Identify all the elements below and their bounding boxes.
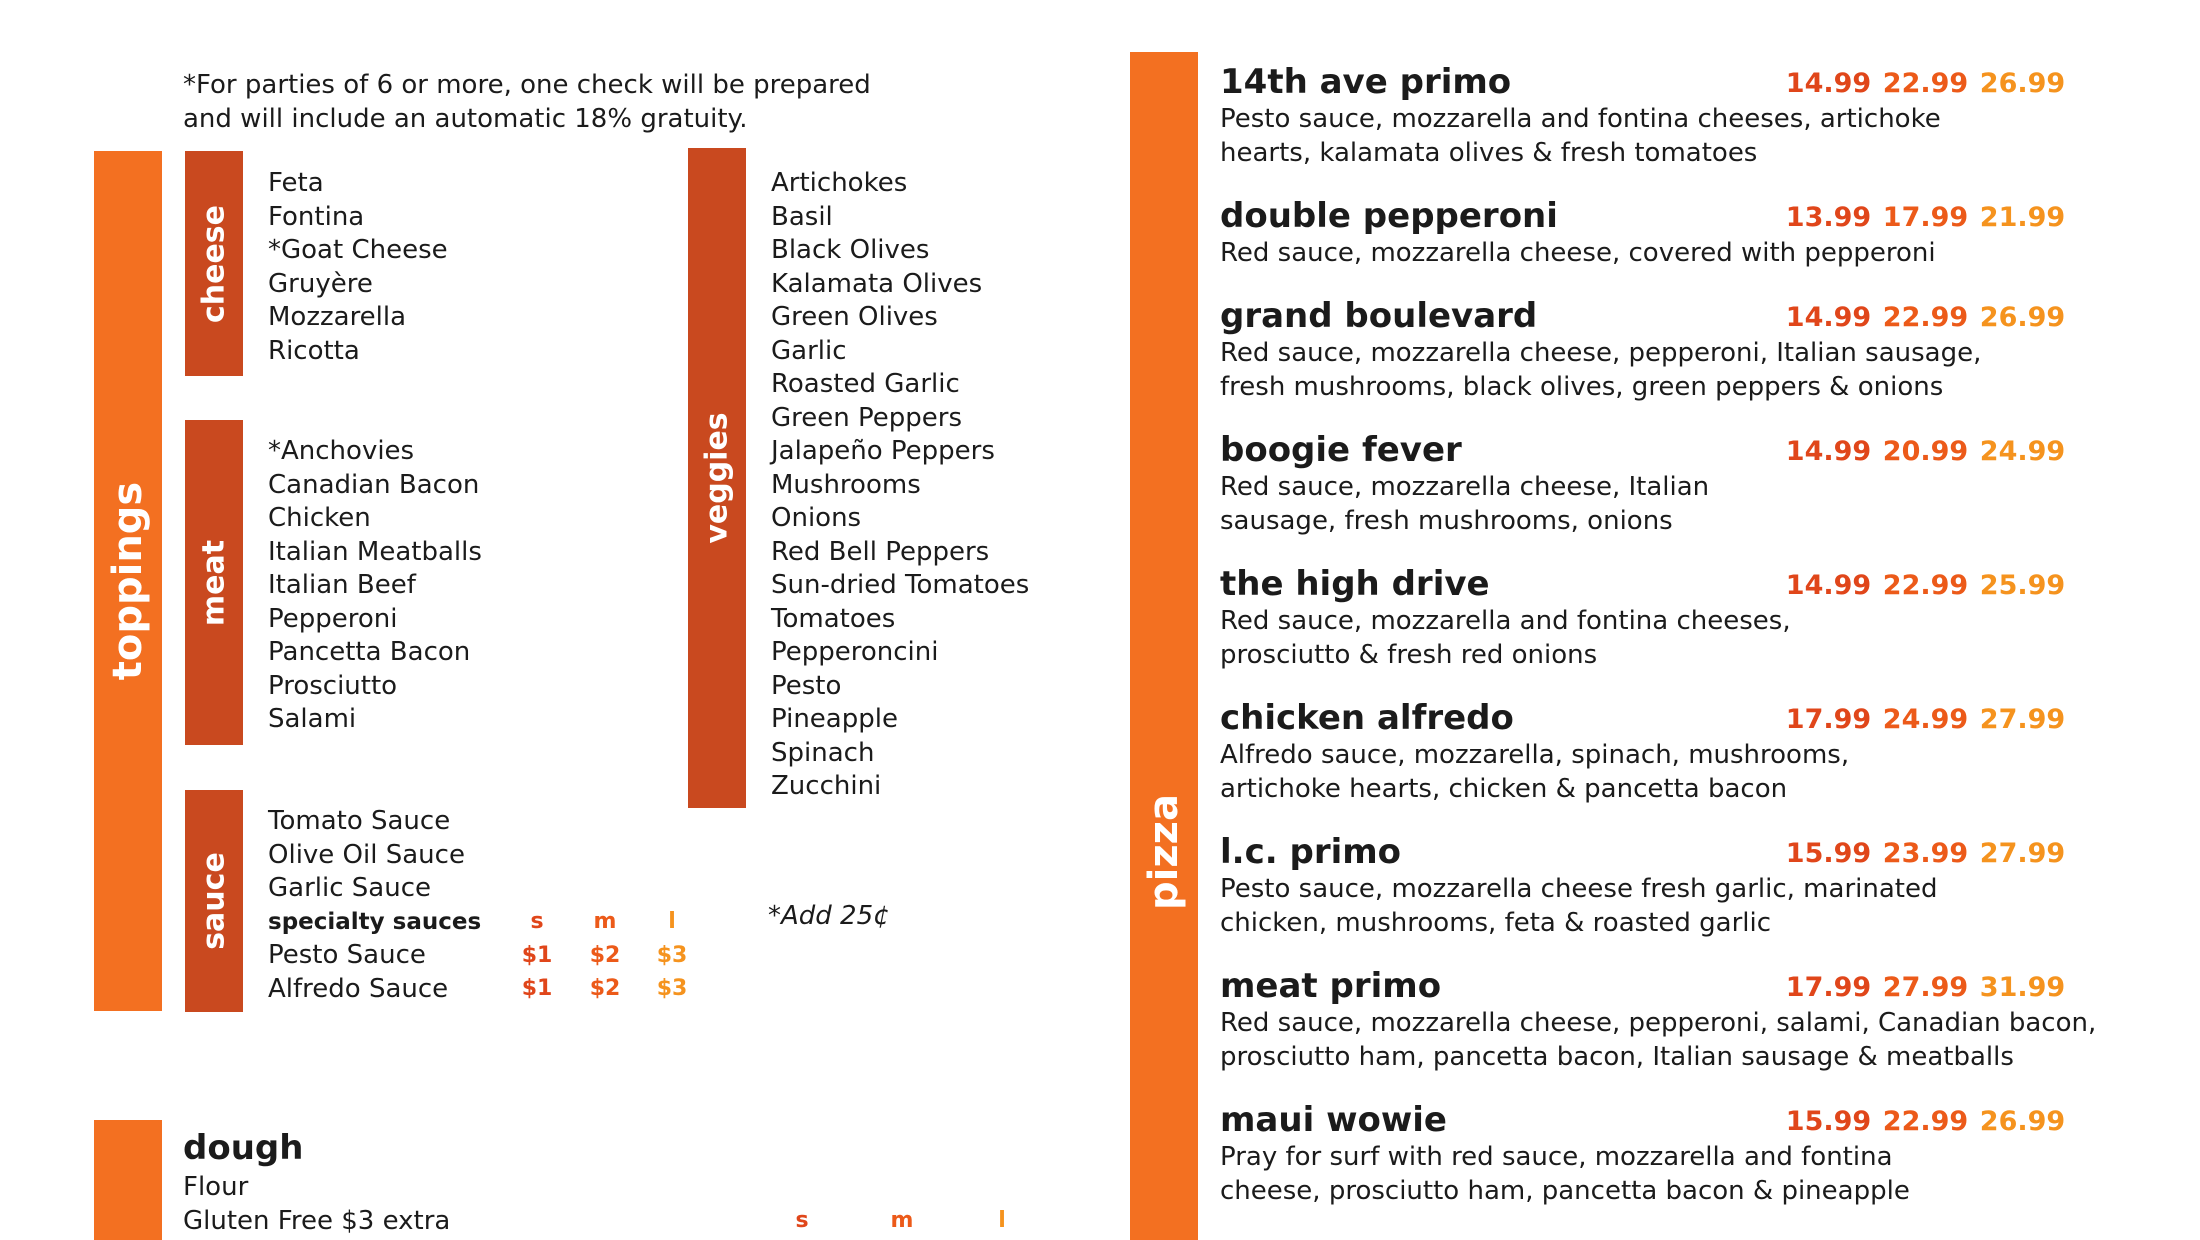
list-item: Pancetta Bacon xyxy=(268,637,471,667)
pizza-name: grand boulevard xyxy=(1220,296,1538,336)
size-label-l: l xyxy=(668,909,676,934)
price-row xyxy=(1780,196,2071,236)
price-s: $1 xyxy=(521,976,553,1001)
meat-bar xyxy=(185,420,243,745)
pizza-description xyxy=(1220,236,2120,270)
list-item: Pepperoncini xyxy=(771,637,939,667)
list-item: Italian Beef xyxy=(268,570,416,600)
price-medium: 22.99 xyxy=(1882,302,1969,333)
pizza-name: l.c. primo xyxy=(1220,832,1402,872)
description-line: fresh mushrooms, black olives, green peppers & onions xyxy=(1220,372,1944,402)
pizza-name: chicken alfredo xyxy=(1220,698,1514,738)
price-large: 25.99 xyxy=(1979,570,2066,601)
pizza-name: meat primo xyxy=(1220,966,1442,1006)
list-item: Red Bell Peppers xyxy=(771,536,990,567)
list-item: Ricotta xyxy=(268,335,360,366)
cheese-label: cheese xyxy=(196,204,232,323)
pizza-item-14th-ave-primo xyxy=(1220,62,2120,170)
price-large: 26.99 xyxy=(1979,1106,2066,1137)
gratuity-note-line2: and will include an automatic 18% gratuity. xyxy=(183,104,748,134)
pizza-description xyxy=(1220,470,2120,538)
list-item: Gruyère xyxy=(268,268,373,299)
pizza-item-double-pepperoni xyxy=(1220,196,2120,270)
description-line: Pray for surf with red sauce, mozzarella and fontina xyxy=(1220,1142,1893,1172)
pizza-item-the-high-drive xyxy=(1220,564,2120,672)
list-item: Garlic xyxy=(771,335,847,366)
price-s: $1 xyxy=(521,942,553,968)
price-medium: 27.99 xyxy=(1882,972,1969,1003)
price-large: 24.99 xyxy=(1979,436,2066,467)
price-l: $3 xyxy=(656,942,688,968)
price-large: 21.99 xyxy=(1979,202,2066,233)
list-item: Mozzarella xyxy=(268,302,407,332)
dough-size-s: s xyxy=(795,1208,809,1233)
description-line: sausage, fresh mushrooms, onions xyxy=(1220,506,1673,536)
price-medium: 22.99 xyxy=(1882,68,1969,99)
pizza-name: double pepperoni xyxy=(1220,196,1558,236)
pizza-description xyxy=(1220,1006,2120,1074)
list-item: Pepperoni xyxy=(268,603,398,634)
price-small: 14.99 xyxy=(1785,68,1872,99)
pizza-name: maui wowie xyxy=(1220,1100,1447,1140)
price-row xyxy=(1780,966,2071,1006)
sauce-size-column-l xyxy=(647,905,697,1006)
list-item: Sun-dried Tomatoes xyxy=(771,570,1030,600)
specialty-sauces-label: specialty sauces xyxy=(268,908,482,935)
list-item: Tomato Sauce xyxy=(268,806,451,836)
pizza-bar xyxy=(1130,52,1198,1240)
list-item: Chicken xyxy=(268,503,371,533)
gratuity-note xyxy=(183,68,983,136)
list-item: Spinach xyxy=(771,737,875,768)
price-row xyxy=(1780,430,2071,470)
cheese-bar xyxy=(185,151,243,376)
pizza-item-grand-boulevard xyxy=(1220,296,2120,404)
list-item: Zucchini xyxy=(771,771,882,801)
list-item: *Goat Cheese xyxy=(268,235,448,265)
sauce-bar xyxy=(185,790,243,1012)
sauce-size-column-s xyxy=(512,905,562,1006)
toppings-bar xyxy=(94,151,162,1011)
pizza-description xyxy=(1220,738,2120,806)
description-line: Red sauce, mozzarella and fontina cheeses, xyxy=(1220,606,1791,636)
list-item: Garlic Sauce xyxy=(268,873,431,903)
list-item: Olive Oil Sauce xyxy=(268,839,465,870)
description-line: Red sauce, mozzarella cheese, Italian xyxy=(1220,472,1710,502)
price-small: 15.99 xyxy=(1785,838,1872,869)
pizza-description xyxy=(1220,336,2120,404)
gratuity-note-line1: *For parties of 6 or more, one check will be prepared xyxy=(183,70,871,100)
sauce-size-column-m xyxy=(580,905,630,1006)
veggies-list xyxy=(771,167,1029,804)
pizza-item-maui-wowie xyxy=(1220,1100,2120,1208)
list-item: Salami xyxy=(268,704,357,734)
price-row xyxy=(1780,296,2071,336)
dough-bar xyxy=(94,1120,162,1240)
list-item: Green Olives xyxy=(771,302,938,332)
price-row xyxy=(1780,1100,2071,1140)
pizza-item-lc-primo xyxy=(1220,832,2120,940)
price-row xyxy=(1780,62,2071,102)
description-line: cheese, prosciutto ham, pancetta bacon & pineapple xyxy=(1220,1176,1910,1206)
description-line: Red sauce, mozzarella cheese, pepperoni, salami, Canadian bacon, xyxy=(1220,1008,2097,1038)
dough-size-l: l xyxy=(998,1208,1006,1233)
list-item: Canadian Bacon xyxy=(268,469,480,500)
pizza-name: 14th ave primo xyxy=(1220,62,1512,102)
size-label-m: m xyxy=(593,909,617,934)
list-item: Feta xyxy=(268,168,324,198)
list-item: Prosciutto xyxy=(268,670,398,701)
price-m: $2 xyxy=(589,976,621,1001)
price-medium: 17.99 xyxy=(1882,202,1969,233)
sauce-list xyxy=(268,805,481,1006)
list-item: *Anchovies xyxy=(268,436,415,466)
price-large: 31.99 xyxy=(1979,972,2066,1003)
list-item: Alfredo Sauce xyxy=(268,973,449,1004)
list-item: Pesto Sauce xyxy=(268,940,426,970)
price-small: 17.99 xyxy=(1785,704,1872,735)
list-item: Pesto xyxy=(771,670,842,701)
description-line: Alfredo sauce, mozzarella, spinach, mushrooms, xyxy=(1220,740,1850,770)
description-line: artichoke hearts, chicken & pancetta bacon xyxy=(1220,774,1788,804)
list-item: Basil xyxy=(771,201,833,232)
toppings-label: toppings xyxy=(105,481,151,681)
pizza-label: pizza xyxy=(1141,794,1187,910)
pizza-item-meat-primo xyxy=(1220,966,2120,1074)
pizza-item-chicken-alfredo xyxy=(1220,698,2120,806)
price-row xyxy=(1780,832,2071,872)
price-large: 27.99 xyxy=(1979,704,2066,735)
price-medium: 22.99 xyxy=(1882,1106,1969,1137)
pizza-name: the high drive xyxy=(1220,564,1490,604)
veggies-bar xyxy=(688,148,746,808)
description-line: Pesto sauce, mozzarella cheese fresh garlic, marinated xyxy=(1220,874,1938,904)
description-line: prosciutto & fresh red onions xyxy=(1220,640,1598,670)
list-item: Roasted Garlic xyxy=(771,369,960,399)
list-item: Tomatoes xyxy=(771,603,896,634)
description-line: Pesto sauce, mozzarella and fontina cheeses, artichoke xyxy=(1220,104,1941,134)
price-row xyxy=(1780,698,2071,738)
price-large: 27.99 xyxy=(1979,838,2066,869)
price-small: 14.99 xyxy=(1785,570,1872,601)
price-small: 14.99 xyxy=(1785,436,1872,467)
list-item: Pineapple xyxy=(771,704,898,734)
price-small: 14.99 xyxy=(1785,302,1872,333)
list-item: Mushrooms xyxy=(771,469,921,500)
description-line: Red sauce, mozzarella cheese, covered with pepperoni xyxy=(1220,238,1936,268)
price-large: 26.99 xyxy=(1979,68,2066,99)
pizza-item-boogie-fever xyxy=(1220,430,2120,538)
sauce-label: sauce xyxy=(196,852,232,950)
cheese-list xyxy=(268,167,448,368)
price-l: $3 xyxy=(656,976,688,1001)
price-m: $2 xyxy=(589,942,621,968)
list-item: Flour xyxy=(183,1172,249,1202)
description-line: prosciutto ham, pancetta bacon, Italian sausage & meatballs xyxy=(1220,1042,2014,1072)
list-item: Onions xyxy=(771,503,862,533)
description-line: Red sauce, mozzarella cheese, pepperoni, Italian sausage, xyxy=(1220,338,1982,368)
add-25-cents-note: *Add 25¢ xyxy=(768,901,890,931)
pizza-description xyxy=(1220,604,2120,672)
dough-list xyxy=(183,1170,450,1238)
description-line: chicken, mushrooms, feta & roasted garlic xyxy=(1220,908,1772,938)
description-line: hearts, kalamata olives & fresh tomatoes xyxy=(1220,138,1758,168)
price-medium: 24.99 xyxy=(1882,704,1969,735)
price-small: 15.99 xyxy=(1785,1106,1872,1137)
veggies-label: veggies xyxy=(699,412,735,544)
pizza-description xyxy=(1220,1140,2120,1208)
list-item: Jalapeño Peppers xyxy=(771,436,995,466)
list-item: Italian Meatballs xyxy=(268,536,482,567)
price-medium: 22.99 xyxy=(1882,570,1969,601)
price-medium: 23.99 xyxy=(1882,838,1969,869)
price-large: 26.99 xyxy=(1979,302,2066,333)
list-item: Black Olives xyxy=(771,235,930,265)
meat-list xyxy=(268,435,482,737)
price-small: 17.99 xyxy=(1785,972,1872,1003)
dough-title: dough xyxy=(183,1128,304,1168)
pizza-name: boogie fever xyxy=(1220,430,1462,470)
pizza-description xyxy=(1220,872,2120,940)
list-item: Fontina xyxy=(268,201,365,232)
price-small: 13.99 xyxy=(1785,202,1872,233)
dough-size-m: m xyxy=(890,1208,914,1233)
price-medium: 20.99 xyxy=(1882,436,1969,467)
list-item: Green Peppers xyxy=(771,402,962,433)
meat-label: meat xyxy=(196,539,232,626)
pizza-description xyxy=(1220,102,2120,170)
list-item: Kalamata Olives xyxy=(771,268,983,299)
list-item: Gluten Free $3 extra xyxy=(183,1206,451,1236)
price-row xyxy=(1780,564,2071,604)
size-label-s: s xyxy=(530,909,544,934)
list-item: Artichokes xyxy=(771,168,908,198)
